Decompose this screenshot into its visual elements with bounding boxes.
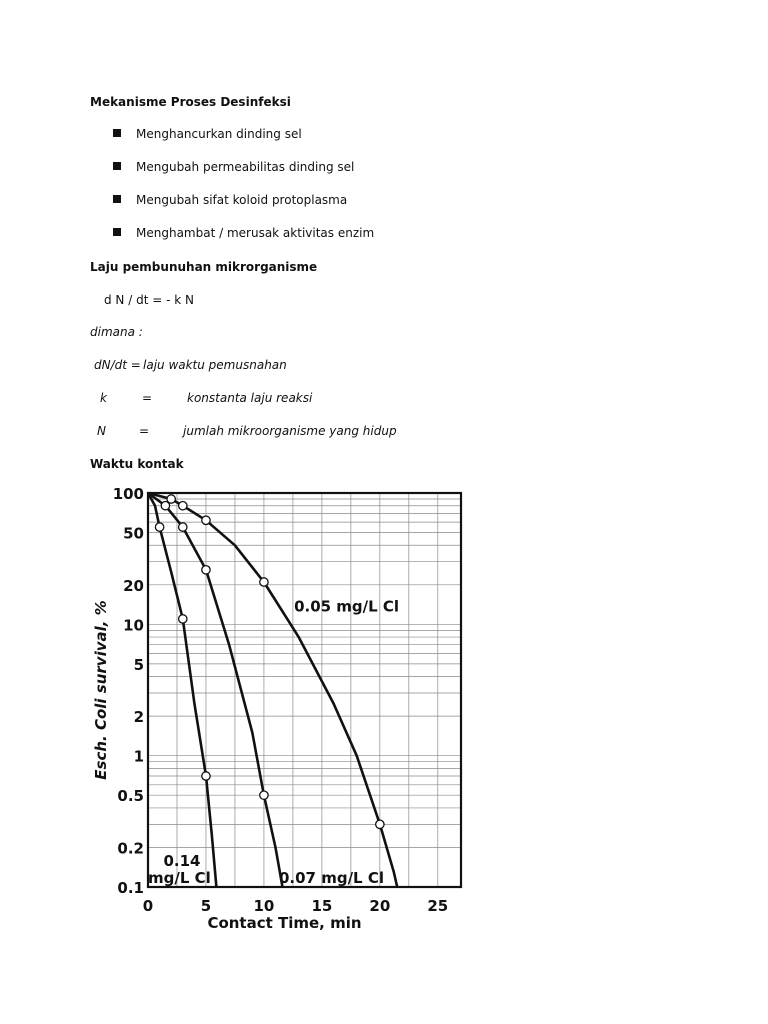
y-tick-label: 1 <box>133 747 144 766</box>
data-point <box>155 523 163 531</box>
bullet-square-icon <box>113 195 121 203</box>
bullet-text: Menghancurkan dinding sel <box>136 127 302 141</box>
x-tick-label: 0 <box>142 897 154 915</box>
y-tick-label: 0.2 <box>117 839 144 858</box>
definition-term: k <box>100 391 107 405</box>
y-tick-label: 5 <box>133 655 144 674</box>
x-tick-label: 20 <box>369 897 391 915</box>
heading-mekanisme: Mekanisme Proses Desinfeksi <box>90 95 291 109</box>
y-tick-label: 0.5 <box>117 787 144 806</box>
heading-waktu-kontak: Waktu kontak <box>90 457 184 471</box>
definition-equals: = <box>142 391 153 405</box>
definition-term: N <box>97 424 106 438</box>
bullet-text: Mengubah sifat koloid protoplasma <box>136 193 348 207</box>
dimana-label: dimana : <box>90 325 143 339</box>
bullet-square-icon <box>113 129 121 137</box>
data-point <box>376 820 384 828</box>
definition-equals: = <box>139 424 150 438</box>
heading-laju: Laju pembunuhan mikrorganisme <box>90 260 318 274</box>
data-point <box>167 495 175 503</box>
series-label: mg/L Cl <box>148 869 211 887</box>
series-label: 0.05 mg/L Cl <box>294 597 400 616</box>
x-axis-label: Contact Time, min <box>207 914 362 932</box>
x-tick-label: 10 <box>253 897 275 915</box>
x-tick-label: 5 <box>200 897 212 915</box>
bullet-square-icon <box>113 228 121 236</box>
x-tick-label: 25 <box>427 897 449 915</box>
data-point <box>202 516 210 524</box>
y-tick-label: 20 <box>123 576 144 595</box>
bullet-square-icon <box>113 162 121 170</box>
data-point <box>179 615 187 623</box>
y-tick-label: 10 <box>123 616 144 635</box>
data-point <box>202 772 210 780</box>
data-point <box>260 791 268 799</box>
y-axis-label: Esch. Coli survival, % <box>92 600 110 780</box>
data-point <box>179 523 187 531</box>
bullet-text: Mengubah permeabilitas dinding sel <box>136 160 355 174</box>
y-tick-label: 50 <box>123 524 144 543</box>
definition-term: dN/dt = <box>94 358 141 372</box>
rate-formula: d N / dt = - k N <box>104 293 194 307</box>
definition-desc: jumlah mikroorganisme yang hidup <box>183 424 397 438</box>
data-point <box>260 578 268 586</box>
y-tick-label: 100 <box>112 485 144 503</box>
x-tick-label: 15 <box>311 897 333 915</box>
definition-desc: laju waktu pemusnahan <box>143 358 287 372</box>
series-label: 0.14 <box>163 851 201 870</box>
data-point <box>202 566 210 574</box>
survival-chart <box>84 478 474 938</box>
y-tick-label: 2 <box>133 708 144 727</box>
data-point <box>179 502 187 510</box>
y-tick-label: 0.1 <box>117 879 144 897</box>
bullet-text: Menghambat / merusak aktivitas enzim <box>136 226 375 240</box>
definition-desc: konstanta laju reaksi <box>187 391 313 405</box>
series-label: 0.07 mg/L Cl <box>278 869 385 887</box>
